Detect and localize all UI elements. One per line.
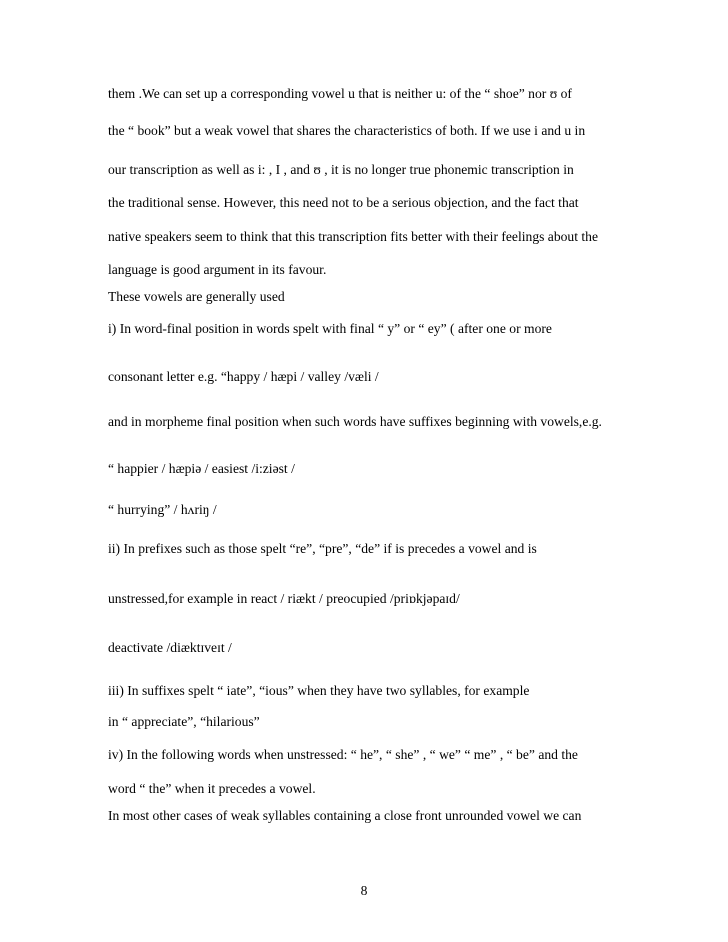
- text-line: i) In word-final position in words spelt with final “ y” or “ ey” ( after one or more: [108, 321, 552, 336]
- text-line: them .We can set up a corresponding vowel u that is neither u: of the “ shoe” nor ʊ of: [108, 86, 572, 101]
- text-line: iv) In the following words when unstressed: “ he”, “ she” , “ we” “ me” , “ be” and the: [108, 747, 578, 762]
- text-line: “ hurrying” / hʌriŋ /: [108, 502, 217, 517]
- text-line: consonant letter e.g. “happy / hæpi / valley /væli /: [108, 369, 379, 384]
- text-line: In most other cases of weak syllables containing a close front unrounded vowel we can: [108, 808, 582, 823]
- text-line: language is good argument in its favour.: [108, 262, 327, 277]
- text-line: word “ the” when it precedes a vowel.: [108, 781, 316, 796]
- text-line: in “ appreciate”, “hilarious”: [108, 714, 260, 729]
- text-line: These vowels are generally used: [108, 289, 285, 304]
- text-line: iii) In suffixes spelt “ iate”, “ious” when they have two syllables, for example: [108, 683, 530, 698]
- text-line: our transcription as well as i: , I , and ʊ , it is no longer true phonemic transcription in: [108, 162, 574, 177]
- text-line: the traditional sense. However, this need not to be a serious objection, and the fact that: [108, 195, 579, 210]
- text-line: “ happier / hæpiə / easiest /i:ziəst /: [108, 461, 295, 476]
- text-line: deactivate /diæktɪveɪt /: [108, 640, 232, 655]
- page-number: 8: [360, 883, 368, 898]
- text-line: and in morpheme final position when such words have suffixes beginning with vowels,e.g.: [108, 414, 602, 429]
- text-line: the “ book” but a weak vowel that shares the characteristics of both. If we use i and u in: [108, 123, 586, 138]
- text-line: native speakers seem to think that this transcription fits better with their feelings about the: [108, 229, 599, 244]
- text-line: unstressed,for example in react / riækt / preocupied /priɒkjəpaɪd/: [108, 591, 460, 606]
- text-line: ii) In prefixes such as those spelt “re”, “pre”, “de” if is precedes a vowel and is: [108, 541, 537, 556]
